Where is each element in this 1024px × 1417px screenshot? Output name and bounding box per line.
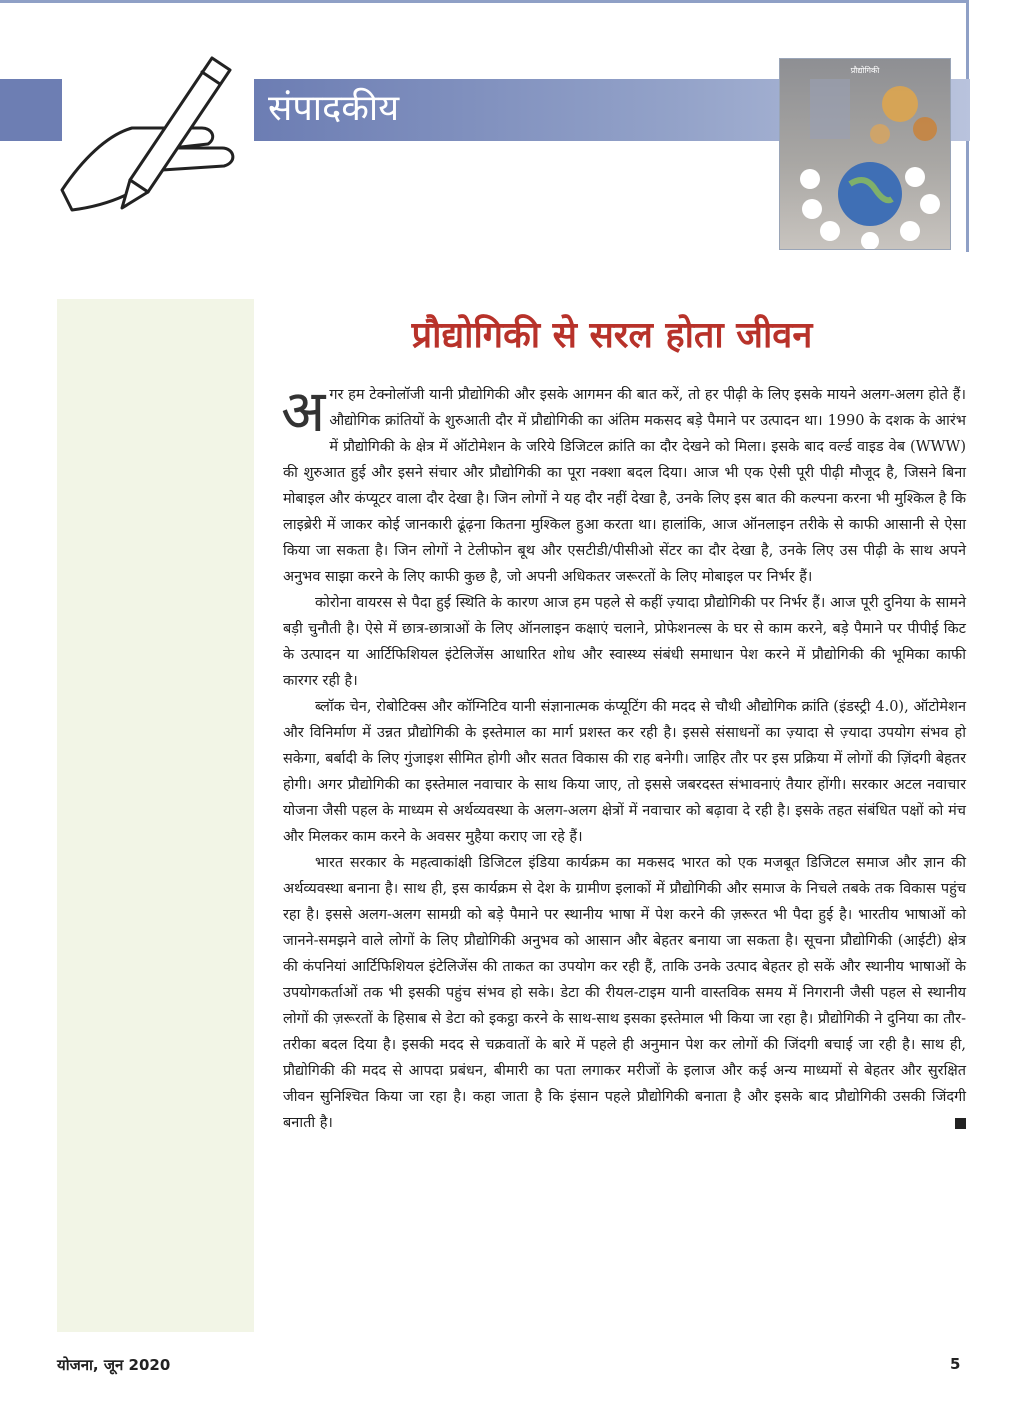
paragraph-4-text: भारत सरकार के महत्वाकांक्षी डिजिटल इंडिया कार्यक्रम का मकसद भारत को एक मजबूत डिजिटल समाज और ज्ञान की अर्थव्यवस्था बनाना है। साथ ही, इस कार्यक्रम से देश के ग्रामीण इलाकों में प्रौद्योगिकी और समाज के निचले तबके तक विकास पहुंच रहा है। इससे अलग-अलग सामग्री को बड़े पैमाने पर स्थानीय भाषा में पेश करने की ज़रूरत भी पैदा हुई है। भारतीय भाषाओं को जानने-समझने वाले लोगों के लिए प्रौद्योगिकी अनुभव को आसान और बेहतर बनाया जा सकता है। सूचना प्रौद्योगिकी (आईटी) क्षेत्र की कंपनियां आर्टिफिशियल इंटेलिजेंस की ताकत का उपयोग कर रही हैं, ताकि उनके उत्पाद बेहतर हो सकें और स्थानीय भाषाओं के उपयोगकर्ताओं तक भी इसकी पहुंच संभव हो सके। डेटा की रीयल-टाइम यानी वास्तविक समय में निगरानी जैसी पहल से स्थानीय लोगों की ज़रूरतों के हिसाब से डेटा को इकट्ठा करने के साथ-साथ इसका इस्तेमाल भी किया जा रहा है। प्रौद्योगिकी ने दुनिया का तौर-तरीका बदल दिया है। इसकी मदद से चक्रवातों के बारे में पहले ही अनुमान पेश कर लोगों की जिंदगी बचाई जा रही है। साथ ही, प्रौद्योगिकी की मदद से आपदा प्रबंधन, बीमारी का पता लगाकर मरीजों के इलाज और कई अन्य माध्यमों से बेहतर और सुरक्षित जीवन सुनिश्चित किया जा रहा है। कहा जाता है कि इंसान पहले प्रौद्योगिकी बनाता है और इसके बाद प्रौद्योगिकी उसकी जिंदगी बनाती है। — [283, 855, 966, 1131]
paragraph-1-text: गर हम टेक्नोलॉजी यानी प्रौद्योगिकी और इसके आगमन की बात करें, तो हर पीढ़ी के लिए इसके मायने अलग-अलग होते हैं। औद्योगिक क्रांतियों के शुरुआती दौर में प्रौद्योगिकी का अंतिम मकसद बड़े पैमाने पर उत्पादन था। 1990 के दशक के आरंभ में प्रौद्योगिकी के क्षेत्र में ऑटोमेशन के जरिये डिजिटल क्रांति का दौर देखने को मिला। इसके बाद वर्ल्ड वाइड वेब (WWW) की शुरुआत हुई और इसने संचार और प्रौद्योगिकी का पूरा नक्शा बदल दिया। आज भी एक ऐसी पूरी पीढ़ी मौजूद है, जिसने बिना मोबाइल और कंप्यूटर वाला दौर देखा है। जिन लोगों ने यह दौर नहीं देखा है, उनके लिए इस बात की कल्पना करना भी मुश्किल है कि लाइब्रेरी में जाकर कोई जानकारी ढूंढ़ना कितना मुश्किल हुआ करता था। हालांकि, आज ऑनलाइन तरीके से काफी आसानी से ऐसा किया जा सकता है। जिन लोगों ने टेलीफोन बूथ और एसटीडी/पीसीओ सेंटर का दौर देखा है, उनके लिए उस पीढ़ी के साथ अपने अनुभव साझा करने के लिए काफी कुछ है, जो अपनी अधिकतर जरूरतों के लिए मोबाइल पर निर्भर हैं। — [283, 387, 966, 585]
cover-masthead: प्रौद्योगिकी — [850, 66, 880, 75]
pen-writing-icon — [52, 40, 262, 220]
left-sidebar-panel — [57, 299, 254, 1332]
footer-publication: योजना, जून 2020 — [57, 1356, 171, 1374]
top-rule — [0, 0, 968, 3]
end-of-article-mark — [955, 1118, 966, 1129]
cover-artwork — [780, 59, 950, 249]
article-paragraph-2: कोरोना वायरस से पैदा हुई स्थिति के कारण आज हम पहले से कहीं ज़्यादा प्रौद्योगिकी पर निर्भर हैं। आज पूरी दुनिया के सामने बड़ी चुनौती है। ऐसे में छात्र-छात्राओं के लिए ऑनलाइन कक्षाएं चलाने, प्रोफेशनल्स के घर से काम करने, बड़े पैमाने पर पीपीई किट के उत्पादन या आर्टिफिशियल इंटेलिजेंस आधारित शोध और स्वास्थ्य संबंधी समाधान पेश करने में प्रौद्योगिकी की भूमिका काफी कारगर रही है। — [283, 595, 966, 689]
magazine-cover-thumbnail — [779, 58, 951, 250]
article-paragraph-1 — [281, 377, 966, 590]
article-paragraph-4 — [283, 850, 966, 1136]
article-paragraph-3: ब्लॉक चेन, रोबोटिक्स और कॉग्निटिव यानी संज्ञानात्मक कंप्यूटिंग की मदद से चौथी औद्योगिक क्रांति (इंडस्ट्री 4.0), ऑटोमेशन और विनिर्माण में उन्नत प्रौद्योगिकी के इस्तेमाल का मार्ग प्रशस्त कर रही है। इससे संसाधनों का ज़्यादा से ज़्यादा उपयोग संभव हो सकेगा, बर्बादी के लिए गुंजाइश सीमित होगी और सतत विकास की राह बनेगी। जाहिर तौर पर इस प्रक्रिया में लोगों की ज़िंदगी बेहतर होगी। अगर प्रौद्योगिकी का इस्तेमाल नवाचार के साथ किया जाए, तो इससे जबरदस्त संभावनाएं तैयार होंगी। सरकार अटल नवाचार योजना जैसी पहल के माध्यम से अर्थव्यवस्था के अलग-अलग क्षेत्रों में नवाचार को बढ़ावा दे रही है। इसके तहत संबंधित पक्षों को मंच और मिलकर काम करने के अवसर मुहैया कराए जा रहे हैं। — [283, 699, 966, 845]
section-title: संपादकीय — [268, 88, 400, 129]
drop-cap: अ — [281, 377, 326, 445]
article-title: प्रौद्योगिकी से सरल होता जीवन — [411, 315, 813, 356]
footer-page-number: 5 — [950, 1355, 961, 1373]
article-body — [281, 377, 966, 1136]
